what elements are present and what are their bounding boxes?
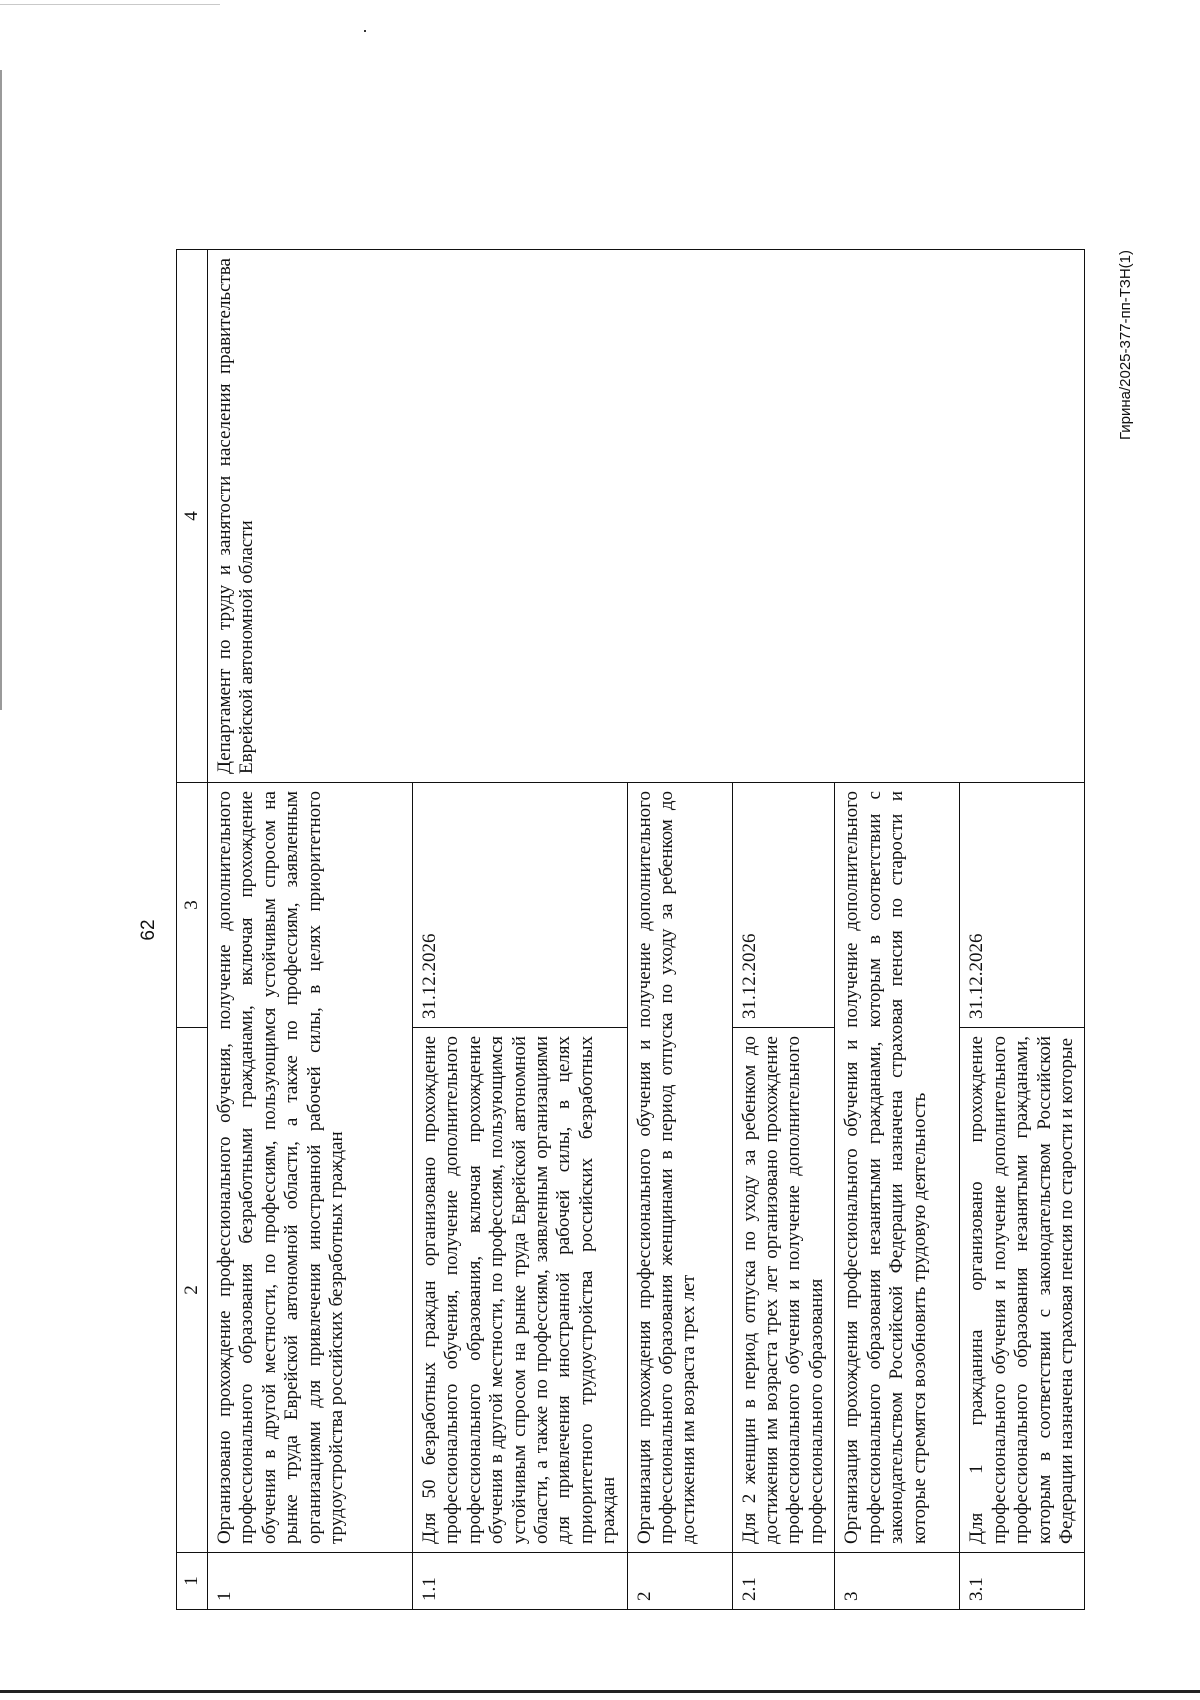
table-header-row bbox=[177, 250, 208, 1610]
row-number: 3 bbox=[835, 1553, 960, 1610]
row-description: Для 1 гражданина организовано прохождение профессионального обучения и получение дополнительного профессионального образования незанятыми гражданами, которым в соответствии с законодательством Российской Федерации назначена страховая пенсия по старости и которые bbox=[960, 1028, 1085, 1553]
row-date: 31.12.2026 bbox=[413, 783, 628, 1028]
row-number: 3.1 bbox=[960, 1553, 1085, 1610]
row-date: 31.12.2026 bbox=[732, 783, 835, 1028]
header-cell: 2 bbox=[177, 1028, 208, 1553]
row-description: Организация прохождения профессионального обучения и получение дополнительного профессионального образования женщинами в период отпуска по уходу за ребенком до достижения им возраста трех лет bbox=[627, 783, 732, 1553]
scan-artifact-dot bbox=[364, 30, 366, 32]
row-description: Организовано прохождение профессионального обучения, получение дополнительного профессионального образования безработными гражданами, включая прохождение обучения в другой местности, по профессиям, пользующимся устойчивым спросом на рынке труда Еврейской автономной области, а также по профессиям, заявленным организациями для привлечения иностранной рабочей силы, в целях приоритетного трудоустройства российских безработных граждан bbox=[208, 783, 413, 1553]
plan-table bbox=[176, 249, 1085, 1610]
header-cell: 4 bbox=[177, 250, 208, 783]
row-number: 2.1 bbox=[732, 1553, 835, 1610]
page-number: 62 bbox=[138, 919, 159, 941]
scan-artifact-bottom bbox=[0, 1690, 1200, 1693]
row-number: 1 bbox=[208, 1553, 413, 1610]
scan-artifact-left bbox=[0, 70, 2, 710]
header-cell: 1 bbox=[177, 1553, 208, 1610]
table-row bbox=[208, 250, 413, 1610]
row-description: Для 2 женщин в период отпуска по уходу за ребенком до достижения им возраста трех лет организовано прохождение профессионального обучения и получение дополнительного профессионального образования bbox=[732, 1028, 835, 1553]
document-code: Гирина/2025-377-пп-ТЗН(1) bbox=[1117, 250, 1134, 441]
row-description: Организация прохождения профессионального обучения и получение дополнительного профессионального образования незанятыми гражданами, которым в соответствии с законодательством Российской Федерации назначена страховая пенсия по старости и которые стремятся возобновить трудовую деятельность bbox=[835, 783, 960, 1553]
rotated-page bbox=[130, 250, 1134, 1610]
row-number: 1.1 bbox=[413, 1553, 628, 1610]
row-responsible: Департамент по труду и занятости населения правительства Еврейской автономной области bbox=[208, 250, 1085, 783]
scan-artifact-top bbox=[0, 4, 220, 5]
header-cell: 3 bbox=[177, 783, 208, 1028]
row-number: 2 bbox=[627, 1553, 732, 1610]
row-description: Для 50 безработных граждан организовано прохождение профессионального обучения, получение дополнительного профессионального образования, включая прохождение обучения в другой местности, по профессиям, пользующимся устойчивым спросом на рынке труда Еврейской автономной области, а также по профессиям, заявленным организациями для привлечения иностранной рабочей силы, в целях приоритетного трудоустройства российских безработных граждан bbox=[413, 1028, 628, 1553]
row-date: 31.12.2026 bbox=[960, 783, 1085, 1028]
